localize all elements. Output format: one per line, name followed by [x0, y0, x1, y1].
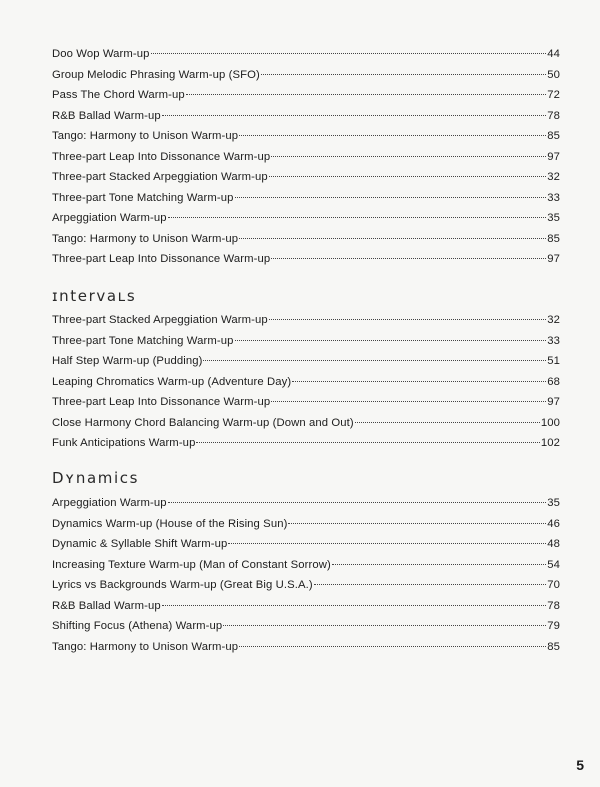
- toc-entry-title: Doo Wop Warm-up: [52, 48, 150, 60]
- section-heading-intervals: ɪntervaʟs: [52, 287, 137, 305]
- toc-entry-page: 35: [547, 497, 560, 509]
- toc-leader-dots: [151, 52, 547, 54]
- toc-entry-title: Tango: Harmony to Unison Warm-up: [52, 130, 239, 142]
- toc-entry-page: 78: [547, 109, 560, 122]
- toc-entry: [52, 616, 560, 637]
- toc-entry: [52, 534, 560, 555]
- toc-entry: [52, 208, 560, 229]
- toc-entry: [52, 392, 560, 413]
- toc-entry-title: Tango: Harmony to Unison Warm-up: [52, 640, 239, 653]
- toc-leader-dots: [271, 400, 546, 402]
- toc-entry: [52, 167, 560, 188]
- toc-entry-title: Three-part Leap Into Dissonance Warm-up: [52, 150, 271, 163]
- toc-entry: [52, 555, 560, 576]
- toc-entry-title: Three-part Leap Into Dissonance Warm-up: [52, 396, 271, 408]
- toc-entry: [52, 575, 560, 596]
- toc-entry-title: Arpeggiation Warm-up: [52, 212, 167, 224]
- toc-leader-dots: [239, 134, 546, 136]
- toc-entry-title: Three-part Leap Into Dissonance Warm-up: [52, 253, 271, 265]
- toc-entry-page: 97: [547, 396, 560, 408]
- toc-entry-page: 97: [547, 253, 560, 265]
- toc-leader-dots: [332, 563, 546, 565]
- toc-entry-title: Dynamics Warm-up (House of the Rising Sun): [52, 517, 288, 530]
- toc-entry: [52, 493, 560, 514]
- toc-entry-title: R&B Ballad Warm-up: [52, 599, 161, 612]
- toc-entry: [52, 637, 560, 658]
- toc-entry-title: Three-part Stacked Arpeggiation Warm-up: [52, 171, 268, 183]
- toc-leader-dots: [269, 175, 547, 177]
- toc-leader-dots: [239, 237, 546, 239]
- toc-entry: [52, 413, 560, 434]
- toc-leader-dots: [288, 522, 546, 524]
- toc-entry-page: 50: [547, 68, 560, 81]
- toc-leader-dots: [235, 339, 547, 341]
- toc-leader-dots: [168, 216, 547, 218]
- toc-entry-title: Funk Anticipations Warm-up: [52, 437, 196, 449]
- toc-entry-title: Three-part Stacked Arpeggiation Warm-up: [52, 314, 268, 326]
- toc-entry-page: 35: [547, 212, 560, 224]
- toc-entry: [52, 351, 560, 372]
- toc-entry-page: 51: [547, 355, 560, 367]
- toc-entry: [52, 106, 560, 127]
- toc-entry: [52, 331, 560, 352]
- toc-entry-page: 44: [547, 48, 560, 60]
- toc-leader-dots: [261, 73, 546, 75]
- toc-entry-page: 54: [547, 558, 560, 571]
- toc-entry: [52, 310, 560, 331]
- toc-leader-dots: [271, 257, 546, 259]
- toc-entry: [52, 188, 560, 209]
- toc-leader-dots: [203, 359, 546, 361]
- toc-entry-page: 32: [547, 314, 560, 326]
- toc-leader-dots: [228, 542, 546, 544]
- toc-leader-dots: [355, 421, 540, 423]
- toc-entry-page: 33: [547, 191, 560, 204]
- toc-leader-dots: [239, 645, 546, 647]
- toc-entry-title: Arpeggiation Warm-up: [52, 497, 167, 509]
- toc-entry-page: 33: [547, 334, 560, 347]
- toc-entry-title: Tango: Harmony to Unison Warm-up: [52, 232, 239, 245]
- toc-entry: [52, 85, 560, 106]
- toc-entry-title: Lyrics vs Backgrounds Warm-up (Great Big U.S.A.): [52, 579, 313, 591]
- toc-leader-dots: [314, 583, 547, 585]
- toc-entry: [52, 372, 560, 393]
- toc-entry: [52, 126, 560, 147]
- toc-list-intervals: [52, 310, 560, 454]
- toc-entry-title: Half Step Warm-up (Pudding): [52, 355, 203, 367]
- toc-leader-dots: [223, 624, 546, 626]
- toc-leader-dots: [162, 114, 547, 116]
- toc-entry-page: 102: [540, 437, 560, 449]
- toc-leader-dots: [186, 93, 546, 95]
- toc-entry-title: Shifting Focus (Athena) Warm-up: [52, 620, 223, 632]
- toc-entry-page: 85: [547, 640, 560, 653]
- toc-leader-dots: [168, 501, 547, 503]
- toc-entry-page: 97: [547, 150, 560, 163]
- toc-entry-page: 70: [547, 579, 560, 591]
- toc-entry-page: 32: [547, 171, 560, 183]
- toc-entry-title: Group Melodic Phrasing Warm-up (SFO): [52, 68, 260, 81]
- toc-list-dynamics: [52, 493, 560, 657]
- toc-entry-page: 85: [547, 130, 560, 142]
- toc-leader-dots: [292, 380, 546, 382]
- toc-leader-dots: [235, 196, 547, 198]
- toc-entry-title: Increasing Texture Warm-up (Man of Constant Sorrow): [52, 558, 331, 571]
- toc-entry-page: 72: [547, 89, 560, 101]
- toc-entry-title: Pass The Chord Warm-up: [52, 89, 185, 101]
- section-heading-dynamics: Dʏnamics: [52, 469, 140, 487]
- toc-entry-page: 46: [547, 517, 560, 530]
- toc-entry: [52, 147, 560, 168]
- toc-entry-title: R&B Ballad Warm-up: [52, 109, 161, 122]
- toc-entry-title: Leaping Chromatics Warm-up (Adventure Day): [52, 375, 292, 388]
- toc-entry-title: Three-part Tone Matching Warm-up: [52, 334, 234, 347]
- toc-entry: [52, 596, 560, 617]
- toc-entry: [52, 44, 560, 65]
- toc-entry-page: 48: [547, 538, 560, 550]
- toc-entry-page: 85: [547, 232, 560, 245]
- toc-entry-title: Three-part Tone Matching Warm-up: [52, 191, 234, 204]
- toc-entry: [52, 433, 560, 454]
- toc-entry: [52, 65, 560, 86]
- toc-list-continued: [52, 44, 560, 270]
- toc-leader-dots: [162, 604, 547, 606]
- toc-entry: [52, 249, 560, 270]
- toc-leader-dots: [269, 318, 547, 320]
- toc-entry-title: Close Harmony Chord Balancing Warm-up (Down and Out): [52, 416, 354, 429]
- toc-entry-page: 68: [547, 375, 560, 388]
- toc-entry-page: 100: [540, 416, 560, 429]
- page-number: 5: [576, 757, 584, 773]
- toc-leader-dots: [196, 441, 539, 443]
- toc-entry-page: 78: [547, 599, 560, 612]
- toc-entry: [52, 229, 560, 250]
- toc-leader-dots: [271, 155, 546, 157]
- toc-entry-title: Dynamic & Syllable Shift Warm-up: [52, 538, 228, 550]
- toc-entry-page: 79: [547, 620, 560, 632]
- toc-entry: [52, 514, 560, 535]
